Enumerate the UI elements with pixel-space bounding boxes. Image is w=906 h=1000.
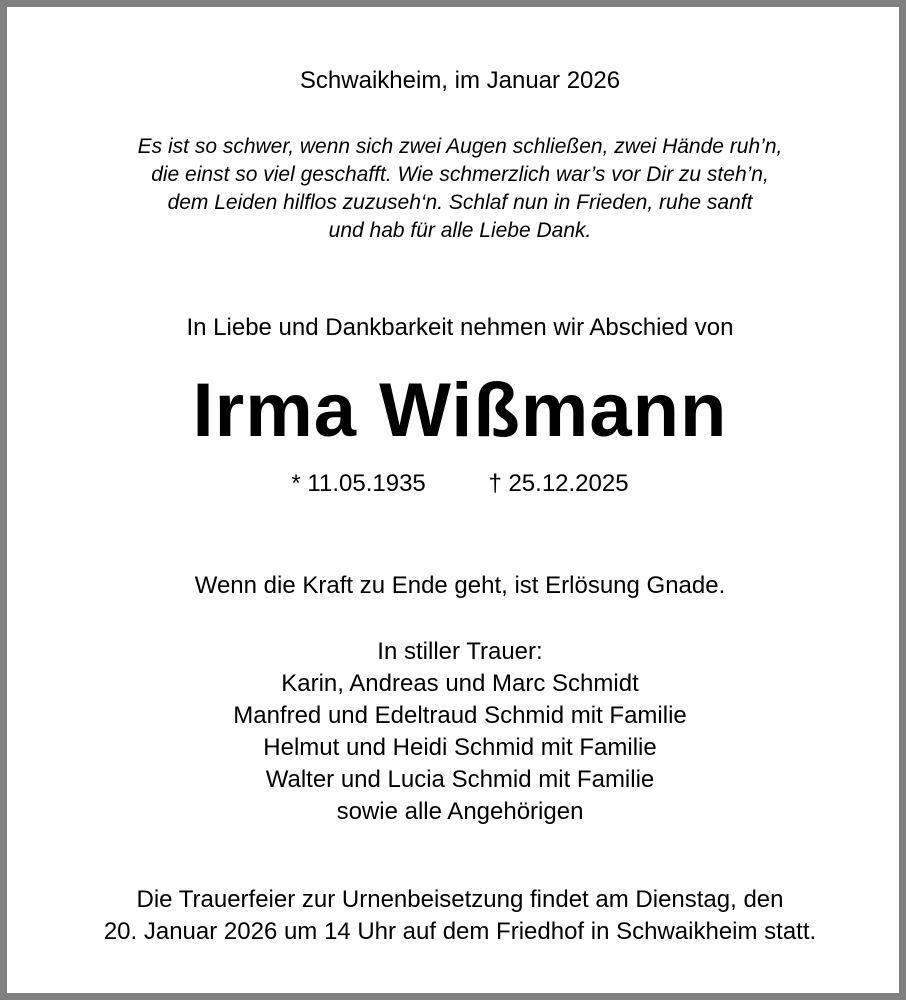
funeral-ceremony-info [7, 884, 906, 948]
memorial-quote: Wenn die Kraft zu Ende geht, ist Erlösung Gnade. [194, 572, 726, 599]
death-date: † 25.12.2025 [488, 470, 629, 497]
ceremony-line: 20. Januar 2026 um 14 Uhr auf dem Friedhof in Schwaikheim statt. [103, 918, 817, 945]
mourner-line: Helmut und Heidi Schmid mit Familie [263, 734, 657, 761]
mourners-heading: In stiller Trauer: [377, 638, 543, 665]
mourner-line: sowie alle Angehörigen [336, 798, 584, 825]
life-dates [7, 468, 906, 500]
mourners-list [7, 636, 906, 828]
ceremony-line: Die Trauerfeier zur Urnenbeisetzung findet am Dienstag, den [136, 886, 784, 913]
mourner-line: Manfred und Edeltraud Schmid mit Familie [233, 702, 687, 729]
poem-line: dem Leiden hilflos zuzuseh‘n. Schlaf nun in Frieden, ruhe sanft [167, 191, 753, 214]
mourner-line: Karin, Andreas und Marc Schmidt [281, 670, 639, 697]
birth-date: * 11.05.1935 [291, 470, 426, 497]
farewell-intro: In Liebe und Dankbarkeit nehmen wir Abschied von [186, 314, 734, 341]
poem-line: die einst so viel geschafft. Wie schmerzlich war’s vor Dir zu steh’n, [151, 163, 769, 186]
poem-line: Es ist so schwer, wenn sich zwei Augen schließen, zwei Hände ruh’n, [137, 135, 783, 158]
place-date: Schwaikheim, im Januar 2026 [299, 67, 621, 94]
deceased-name: Irma Wißmann [192, 368, 728, 453]
poem-line: und hab für alle Liebe Dank. [328, 219, 592, 242]
memorial-poem [7, 133, 906, 245]
mourner-line: Walter und Lucia Schmid mit Familie [265, 766, 655, 793]
